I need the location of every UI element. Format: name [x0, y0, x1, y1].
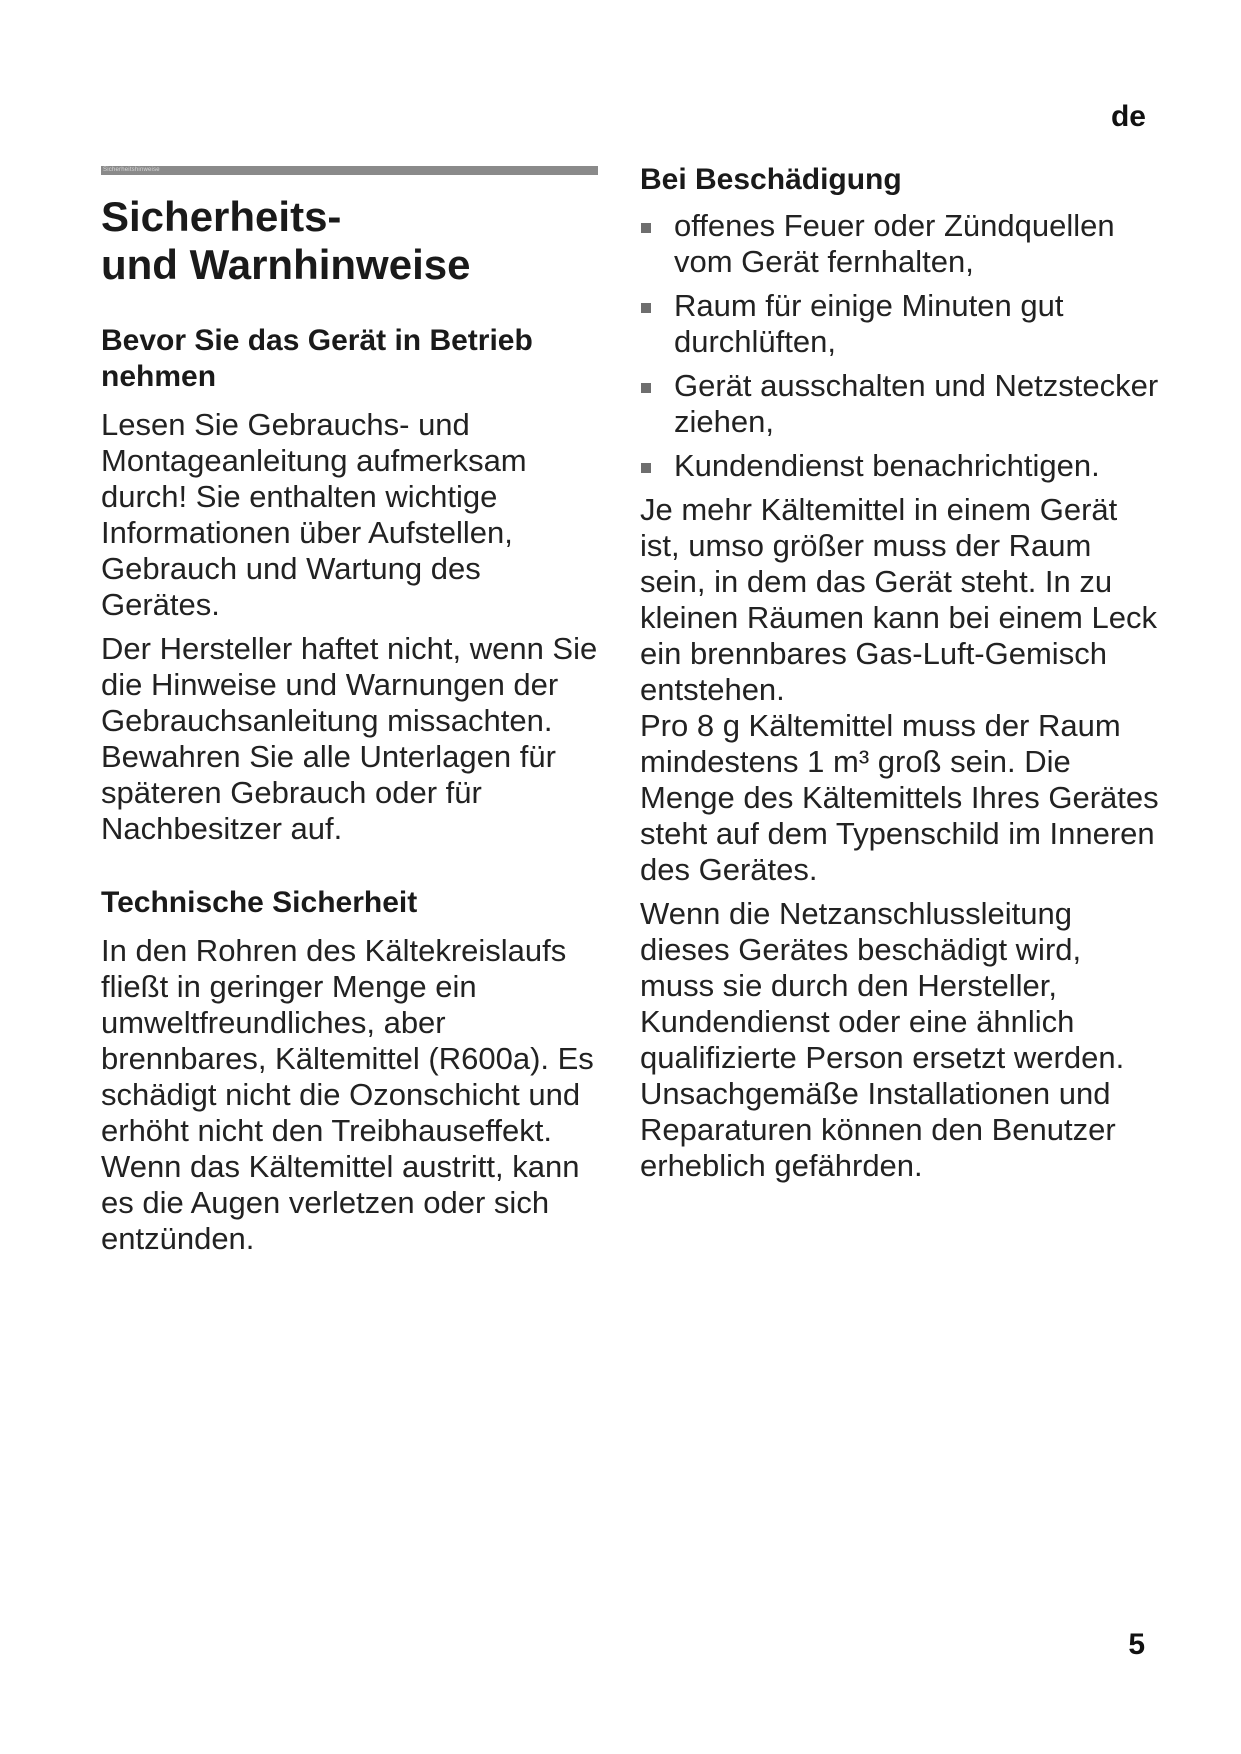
- left-column: [101, 166, 601, 1257]
- section-rule: [101, 166, 598, 175]
- square-bullet-icon: [641, 223, 651, 233]
- section-rule-tag: Sicherheitshinweise: [103, 167, 160, 173]
- language-code: de: [1110, 100, 1146, 133]
- technical-safety-paragraph: In den Rohren des Kältekreislaufs fließt in geringer Menge ein umweltfreundliches, aber brennbares, Kältemittel (R600a). Es schädigt nicht die Ozonschicht und erhöht nicht den Treibhauseffekt. Wenn das Kältemittel austritt, kann es die Augen verletzen oder sich entzünden.: [101, 933, 594, 1256]
- square-bullet-icon: [641, 463, 651, 473]
- technical-safety-heading: Technische Sicherheit: [101, 886, 418, 919]
- square-bullet-icon: [641, 383, 651, 393]
- power-cord-paragraph: Wenn die Netzanschlussleitung dieses Gerätes beschädigt wird, muss sie durch den Hersteller, Kundendienst oder eine ähnlich qualifizierte Person ersetzt werden. Unsachgemäße Installationen und Reparaturen können den Benutzer erheblich gefährden.: [640, 896, 1125, 1183]
- refrigerant-room-paragraph: Je mehr Kältemittel in einem Gerät ist, umso größer muss der Raum sein, in dem das Gerät steht. In zu kleinen Räumen kann bei einem Leck ein brennbares Gas-Luft-Gemisch entstehen.: [640, 492, 1157, 707]
- section-title-line2: und Warnhinweise: [101, 241, 471, 288]
- section-title-line1: Sicherheits-: [101, 193, 342, 240]
- before-use-paragraph-1: Lesen Sie Gebrauchs- und Montageanleitung aufmerksam durch! Sie enthalten wichtige Informationen über Aufstellen, Gebrauch und Wartung des Gerätes.: [101, 407, 527, 622]
- list-item-text: offenes Feuer oder Zündquellen vom Gerät fernhalten,: [674, 208, 1115, 279]
- list-item-text: Kundendienst benachrichtigen.: [674, 448, 1100, 483]
- list-item-text: Raum für einige Minuten gut durchlüften,: [674, 288, 1064, 359]
- list-item: [640, 208, 1160, 280]
- damage-list: [640, 208, 1160, 484]
- before-use-paragraph-2: Der Hersteller haftet nicht, wenn Sie die Hinweise und Warnungen der Gebrauchsanleitung missachten. Bewahren Sie alle Unterlagen für späteren Gebrauch oder für Nachbesitzer auf.: [101, 631, 598, 846]
- list-item: [640, 368, 1160, 440]
- refrigerant-amount-paragraph: Pro 8 g Kältemittel muss der Raum mindestens 1 m³ groß sein. Die Menge des Kältemittels Ihres Gerätes steht auf dem Typenschild im Inneren des Gerätes.: [640, 708, 1159, 887]
- before-use-heading: Bevor Sie das Gerät in Betrieb nehmen: [101, 324, 533, 393]
- list-item: [640, 288, 1160, 360]
- right-column: [640, 162, 1160, 1184]
- list-item-text: Gerät ausschalten und Netzstecker ziehen,: [674, 368, 1159, 439]
- square-bullet-icon: [641, 303, 651, 313]
- damage-heading: Bei Beschädigung: [640, 163, 902, 196]
- list-item: [640, 448, 1160, 484]
- section-title: [101, 193, 601, 289]
- page-number: 5: [1128, 1628, 1145, 1661]
